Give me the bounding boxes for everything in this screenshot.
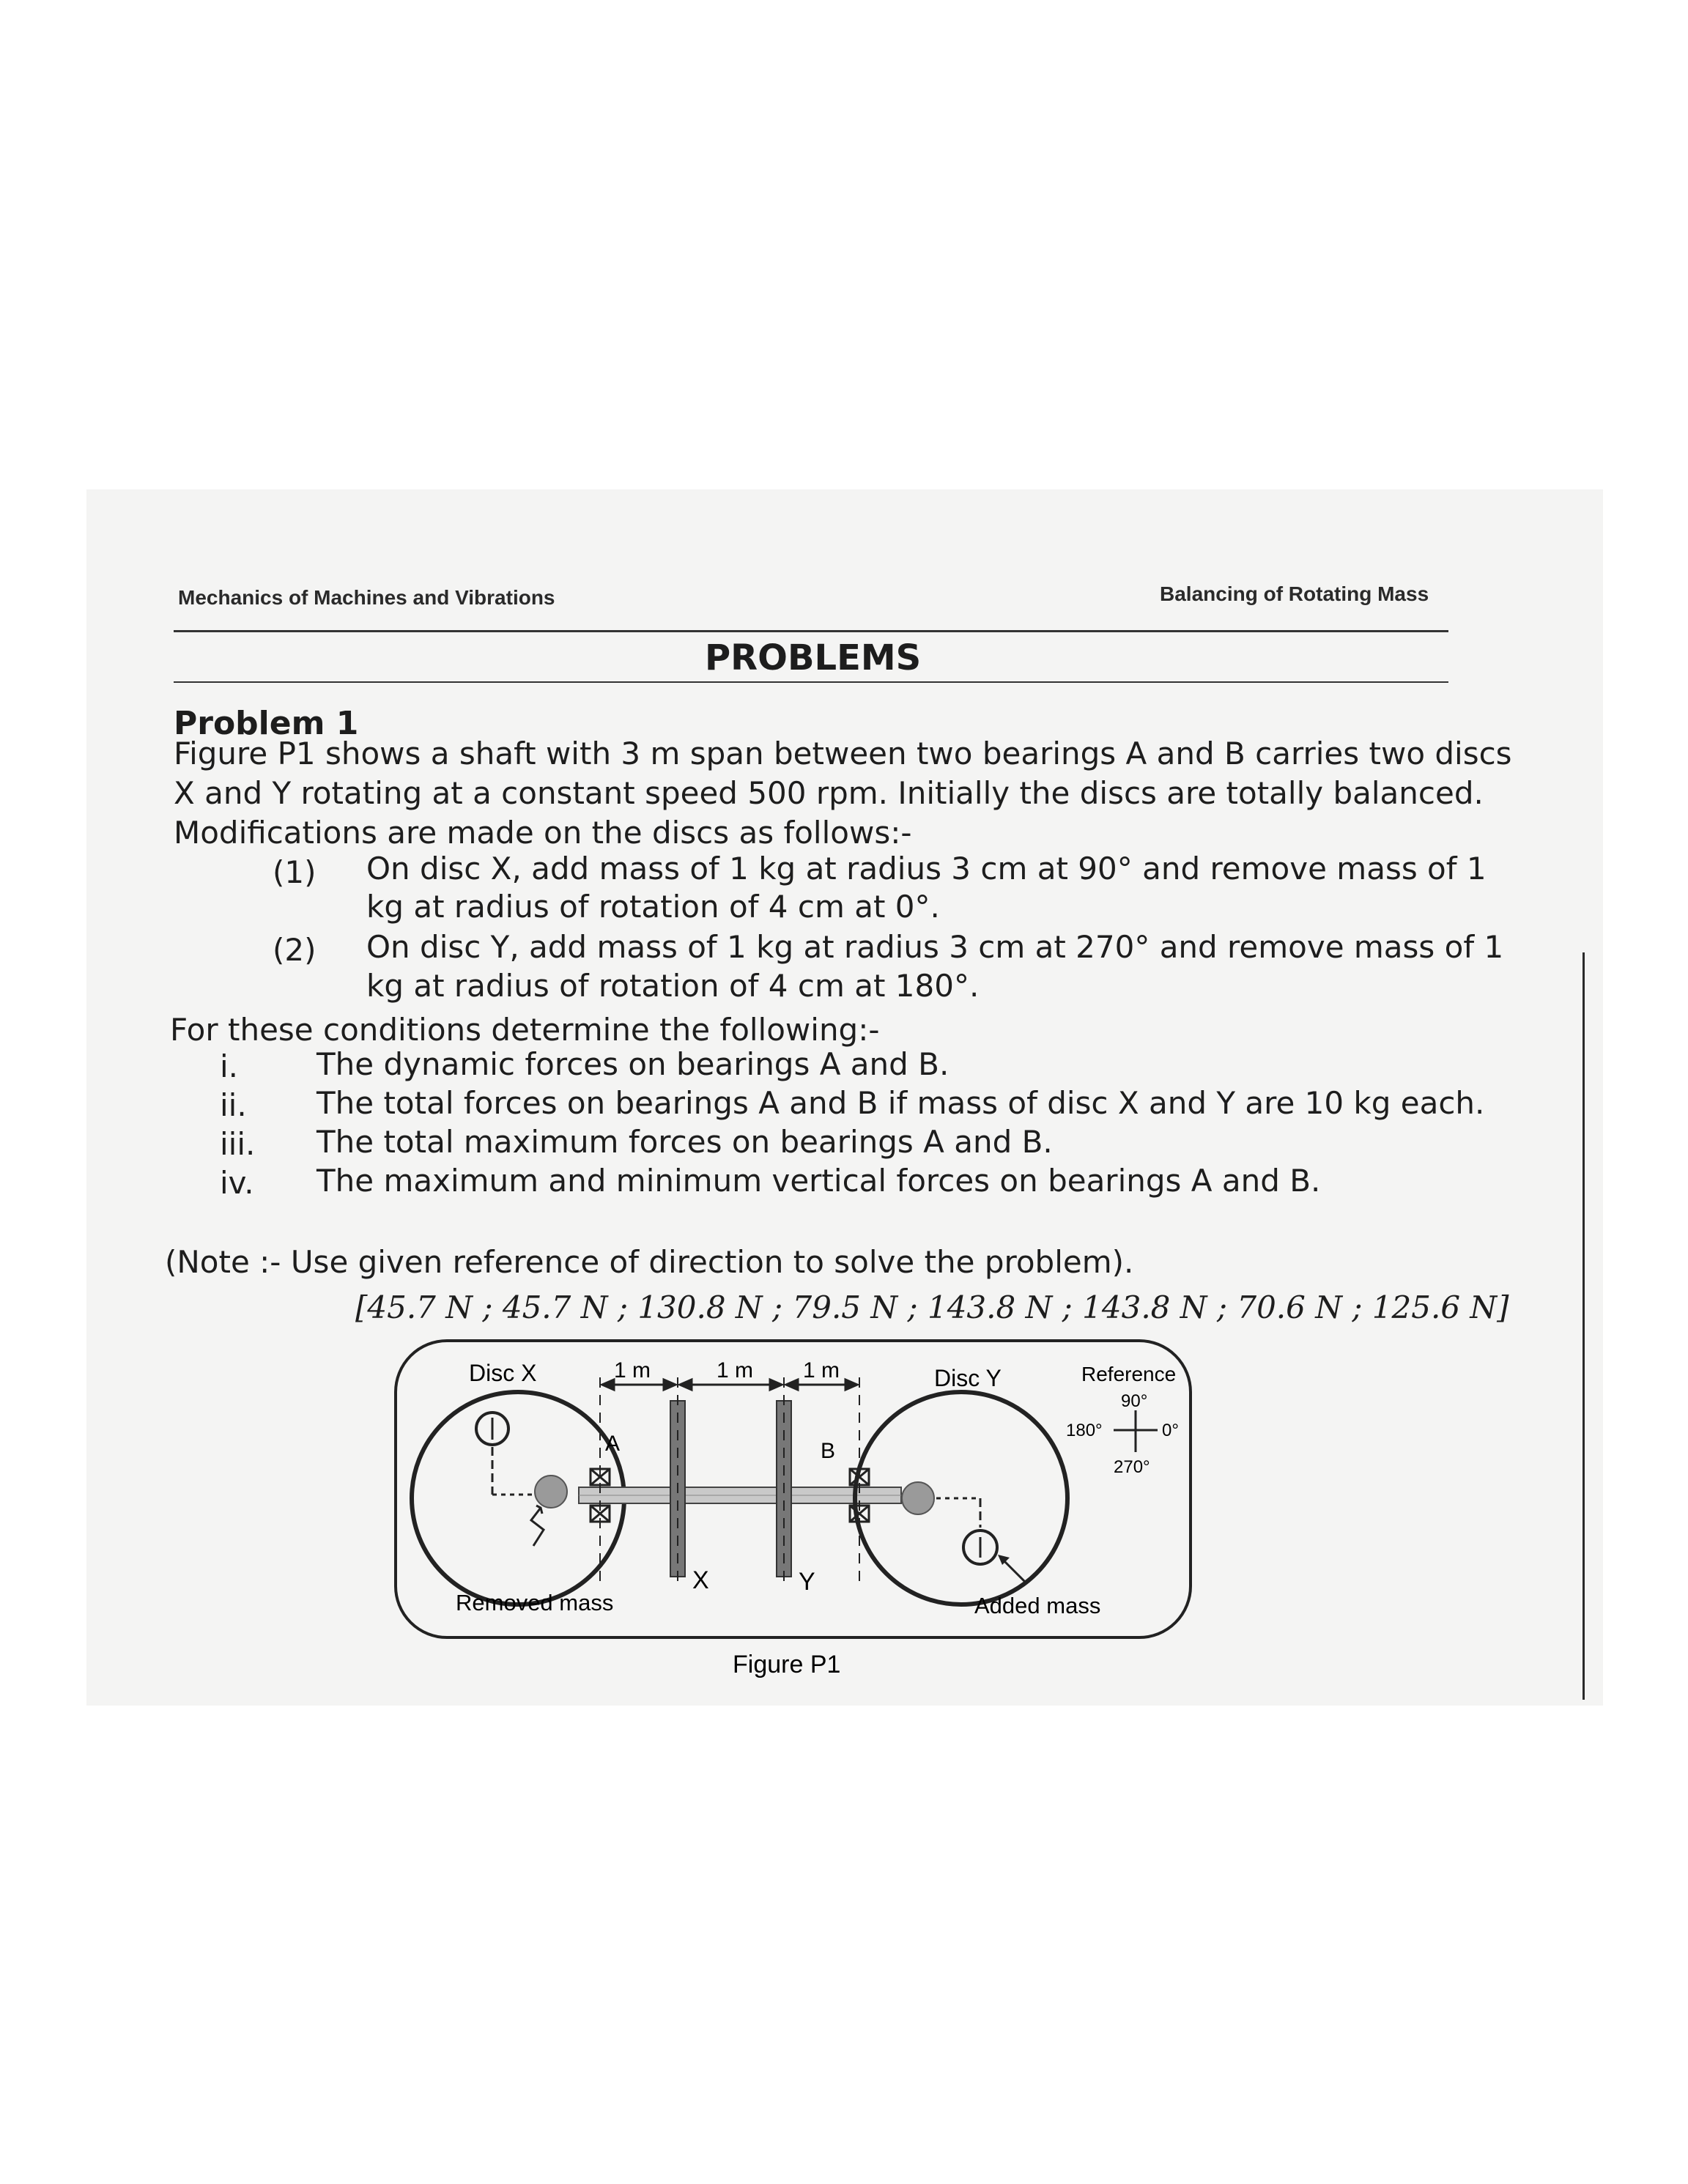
intro-line: Figure P1 shows a shaft with 3 m span between two bearings A and B carries two discs	[174, 736, 1512, 771]
figure-caption: Figure P1	[733, 1651, 841, 1678]
dimension-label-2: 1 m	[717, 1358, 754, 1382]
disc-y-side-label: Y	[799, 1568, 815, 1596]
modification-line: On disc Y, add mass of 1 kg at radius 3 cm at 270° and remove mass of 1	[366, 929, 1504, 965]
reference-180: 180°	[1066, 1421, 1103, 1440]
task-number: iv.	[220, 1165, 254, 1201]
modification-line: On disc X, add mass of 1 kg at radius 3 cm at 90° and remove mass of 1	[366, 851, 1487, 886]
task-text: The dynamic forces on bearings A and B.	[316, 1046, 949, 1082]
task-text: The total maximum forces on bearings A and B.	[316, 1124, 1053, 1160]
dimension-label-1: 1 m	[614, 1358, 651, 1382]
task-number: ii.	[220, 1087, 247, 1123]
modification-number: (2)	[273, 932, 316, 968]
answers: [45.7 N ; 45.7 N ; 130.8 N ; 79.5 N ; 143.8 N ; 143.8 N ; 70.6 N ; 125.6 N]	[355, 1289, 1509, 1325]
determine-intro: For these conditions determine the following:-	[170, 1012, 880, 1048]
disc-y-label: Disc Y	[934, 1365, 1002, 1391]
problem-title: Problem 1	[174, 705, 359, 742]
disc-x-label: Disc X	[469, 1360, 537, 1386]
reference-90: 90°	[1121, 1391, 1148, 1411]
bearing-b-label: B	[821, 1439, 836, 1463]
bearing-a-label: A	[605, 1432, 621, 1456]
removed-mass-label: Removed mass	[456, 1590, 614, 1615]
modification-line: kg at radius of rotation of 4 cm at 0°.	[366, 889, 940, 925]
running-header-right: Balancing of Rotating Mass	[1160, 582, 1429, 605]
reference-label: Reference	[1081, 1363, 1177, 1385]
removed-mass-marker	[535, 1476, 567, 1508]
disc-x-side-label: X	[692, 1566, 709, 1594]
note: (Note :- Use given reference of direction to solve the problem).	[165, 1244, 1134, 1280]
added-mass-label: Added mass	[974, 1593, 1101, 1618]
task-text: The total forces on bearings A and B if mass of disc X and Y are 10 kg each.	[316, 1085, 1485, 1121]
disc-y-hub	[902, 1482, 934, 1514]
section-title: PROBLEMS	[705, 637, 922, 678]
modification-line: kg at radius of rotation of 4 cm at 180°.	[366, 968, 980, 1004]
reference-0: 0°	[1162, 1421, 1179, 1440]
modification-number: (1)	[273, 854, 316, 890]
intro-line: Modifications are made on the discs as follows:-	[174, 815, 912, 851]
task-text: The maximum and minimum vertical forces on bearings A and B.	[316, 1163, 1321, 1199]
dimension-label-3: 1 m	[803, 1358, 840, 1382]
task-number: i.	[220, 1048, 239, 1084]
intro-line: X and Y rotating at a constant speed 500 rpm. Initially the discs are totally balanced.	[174, 775, 1484, 811]
reference-270: 270°	[1114, 1457, 1150, 1477]
reference-axes	[1114, 1410, 1158, 1452]
running-header-left: Mechanics of Machines and Vibrations	[178, 586, 555, 609]
task-number: iii.	[220, 1126, 256, 1162]
